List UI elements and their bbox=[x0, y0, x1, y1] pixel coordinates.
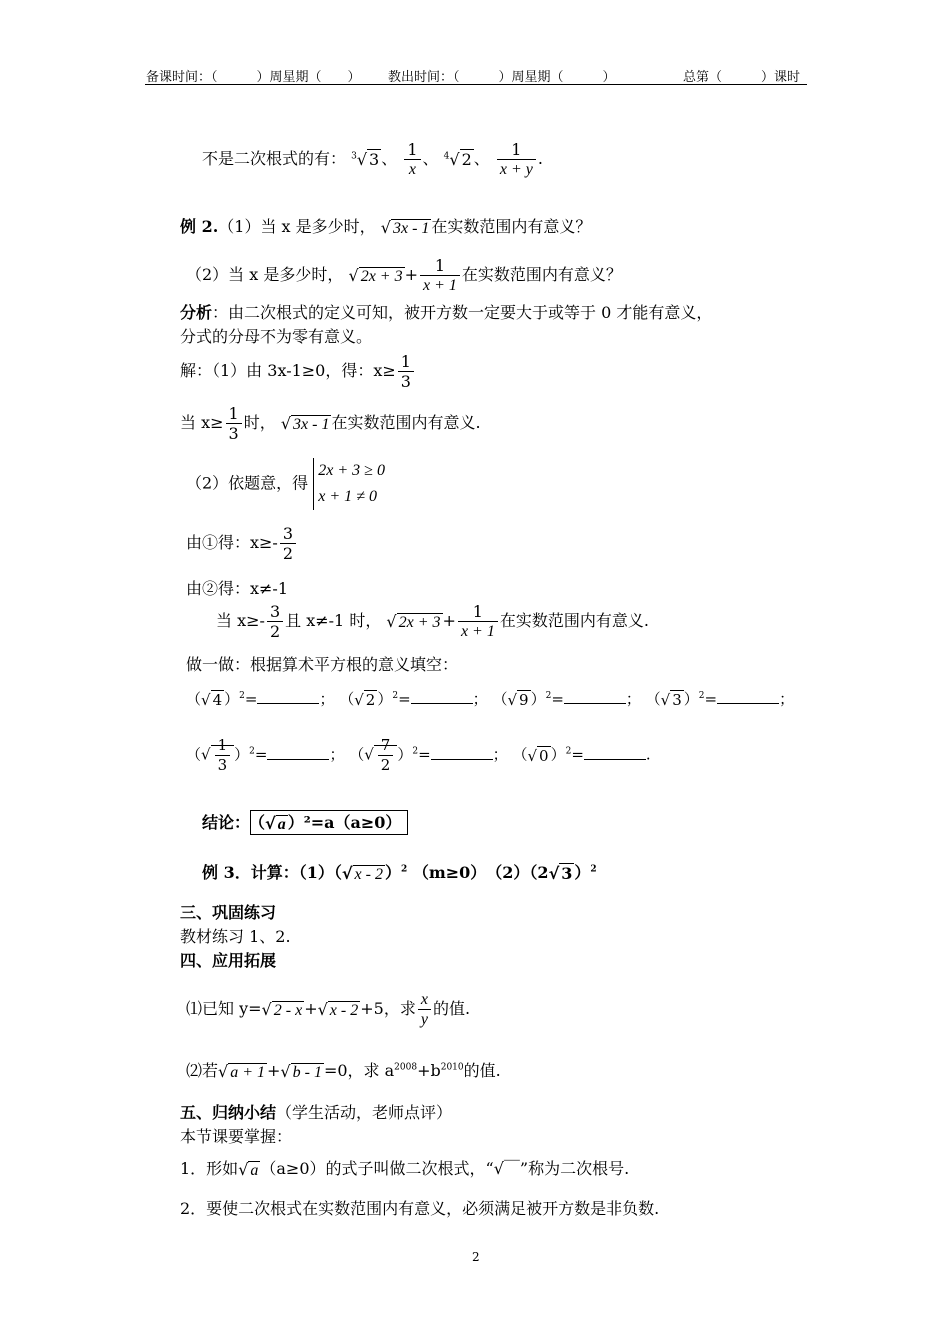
header-rule bbox=[145, 84, 807, 85]
ex2-step2: 由②得：x≠-1 bbox=[186, 579, 289, 598]
ex2-analysis-2: 分式的分母不为零有意义。 bbox=[180, 327, 373, 346]
header-teach-time: 教出时间：（ ）周星期（ ） bbox=[388, 70, 616, 85]
sec3-title: 三、巩固练习 bbox=[180, 903, 277, 922]
sec4-q1: ⑴已知 y=√ 2 - x +√ x - 2 +5，求 $\frac{x}{y}$ 的值. bbox=[186, 991, 471, 1028]
ex2-step1: 由①得：x≥- $\frac{3}{2}$ bbox=[186, 524, 298, 563]
ex2-conclusion: 当 x≥- $\frac{3}{2}$ 且 x≠-1 时， √ 2x + 3 + $\frac{1}{x + 1}$ 在实数范围内有意义. bbox=[216, 602, 649, 641]
sec3-text: 教材练习 1、2. bbox=[180, 927, 291, 946]
ex2-sol1b: 当 x≥ $\frac{1}{3}$ 时， √ 3x - 1 在实数范围内有意义. bbox=[180, 404, 481, 443]
not-radical-line: 不是二次根式的有： $^3$√ 3 、 $\frac{1}{x}$ 、 $^4$√ 2 、 $\frac{1}{x + y}$ . bbox=[202, 140, 543, 178]
sec5-point-1: 1．形如√ a （a≥0）的式子叫做二次根式，“√￣”称为二次根号. bbox=[180, 1159, 630, 1179]
header-total: 总第（ ）课时 bbox=[683, 70, 801, 85]
sec5-intro: 本节课要掌握： bbox=[180, 1127, 293, 1146]
sec4-q2: ⑵若√ a + 1 +√ b - 1 =0，求 $a^{2008}+b^{2010}$的值. bbox=[186, 1061, 501, 1081]
ex2-q2: （2）当 x 是多少时， √ 2x + 3 + $\frac{1}{x + 1}$ 在实数范围内有意义？ bbox=[186, 256, 622, 294]
sec4-title: 四、应用拓展 bbox=[180, 951, 277, 970]
header-prep-time: 备课时间：（ ）周星期（ ） bbox=[146, 70, 361, 85]
ex2-sol2: （2）依题意，得 2x + 3 ≥ 0 x + 1 ≠ 0 bbox=[186, 458, 385, 510]
page-number: 2 bbox=[472, 1250, 480, 1264]
ex2-sol1: 解：（1）由 3x-1≥0，得：x≥ $\frac{1}{3}$ bbox=[180, 352, 416, 391]
ex3: 例 3．计算：（1）（√ x - 2 ）$^2$ （m≥0） （2）（2√ 3 ）$^2$ bbox=[202, 863, 597, 883]
sec5-point-2: 2．要使二次根式在实数范围内有意义，必须满足被开方数是非负数. bbox=[180, 1199, 660, 1218]
sec5-title: 五、归纳小结（学生活动，老师点评） bbox=[180, 1103, 453, 1122]
conclusion: 结论： （√ a ）²=a（a≥0） bbox=[202, 810, 408, 834]
ex2-q1: 例 2.（1）当 x 是多少时， √ 3x - 1 在实数范围内有意义？ bbox=[180, 217, 592, 237]
ex2-analysis: 分析：由二次根式的定义可知，被开方数一定要大于或等于 0 才能有意义， bbox=[180, 303, 713, 322]
practice-title: 做一做：根据算术平方根的意义填空： bbox=[186, 655, 459, 674]
practice-row-1: （√ 4 ）$^2$= ； （√ 2 ）$^2$= ； （√ 9 ）$^2$= ； （√ 3 ）$^2$= ； bbox=[186, 690, 795, 709]
practice-row-2: （√ $\frac{1}{3}$ ）$^2$= ； （√ $\frac{7}{2}$ ）$^2$= ； （√ 0 ）$^2$= . bbox=[186, 736, 651, 774]
inequality-system: 2x + 3 ≥ 0 x + 1 ≠ 0 bbox=[313, 458, 385, 510]
